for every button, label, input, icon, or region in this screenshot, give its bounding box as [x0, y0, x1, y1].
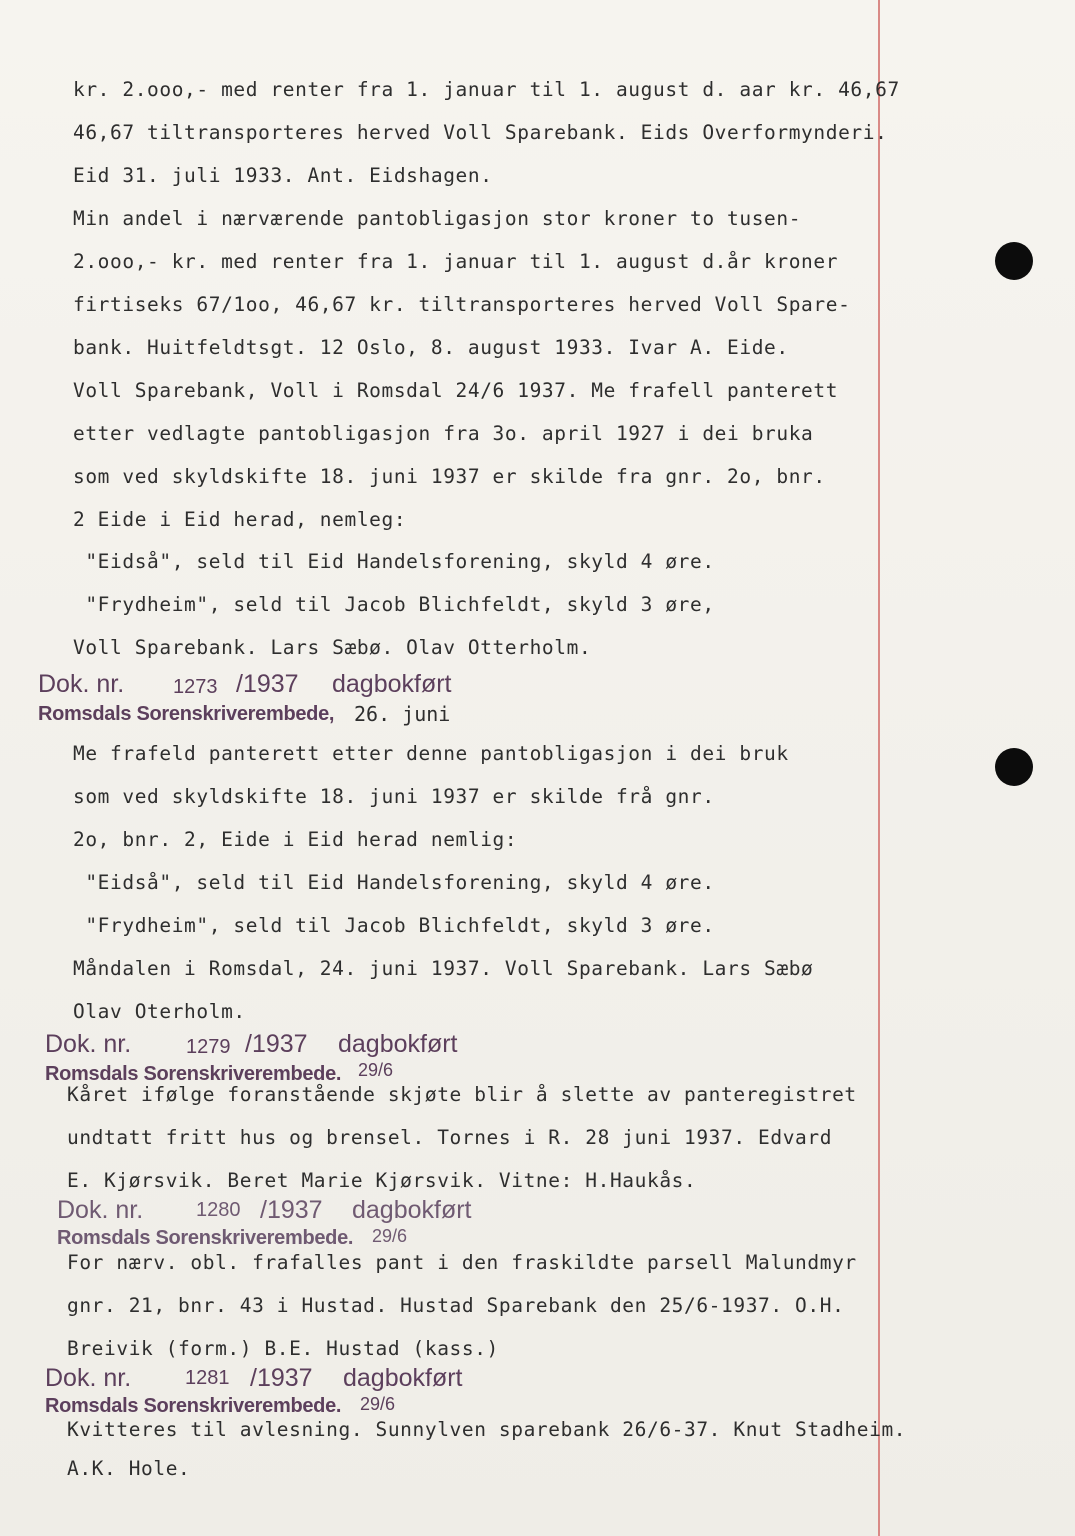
text-line: "Frydheim", seld til Jacob Blichfeldt, skyld 3 øre, [73, 593, 715, 616]
stamp-year: /1937 [260, 1196, 323, 1224]
text-line: bank. Huitfeldtsgt. 12 Oslo, 8. august 1933. Ivar A. Eide. [73, 336, 789, 359]
stamp-dok-label: Dok. nr. [57, 1196, 144, 1224]
stamp-date: 29/6 [372, 1226, 408, 1246]
text-line: etter vedlagte pantobligasjon fra 3o. april 1927 i dei bruka [73, 422, 814, 445]
text-line: gnr. 21, bnr. 43 i Hustad. Hustad Sparebank den 25/6-1937. O.H. [67, 1294, 845, 1317]
stamp-date: 29/6 [360, 1394, 396, 1414]
stamp-date: 26. juni [354, 702, 451, 726]
text-line: Me frafeld panterett etter denne pantobligasjon i dei bruk [73, 742, 789, 765]
text-line: For nærv. obl. frafalles pant i den fraskildte parsell Malundmyr [67, 1251, 857, 1274]
stamp-number: 1273 [173, 676, 218, 698]
text-line: kr. 2.ooo,- med renter fra 1. januar til 1. august d. aar kr. 46,67 [73, 78, 900, 101]
text-line: firtiseks 67/1oo, 46,67 kr. tiltransporteres herved Voll Spare- [73, 293, 851, 316]
text-line: som ved skyldskifte 18. juni 1937 er skilde fra gnr. 2o, bnr. [73, 465, 826, 488]
text-line: 2.ooo,- kr. med renter fra 1. januar til 1. august d.år kroner [73, 250, 839, 273]
text-line: Voll Sparebank, Voll i Romsdal 24/6 1937. Me frafell panterett [73, 379, 839, 402]
stamp-office: Romsdals Sorenskriverembede, [38, 703, 335, 725]
stamp-dok-label: Dok. nr. [45, 1030, 132, 1058]
stamp-dagbokfort: dagbokført [352, 1196, 472, 1224]
text-line: 2o, bnr. 2, Eide i Eid herad nemlig: [73, 828, 518, 851]
margin-line [878, 0, 880, 1536]
stamp-year: /1937 [250, 1364, 313, 1392]
text-line: Voll Sparebank. Lars Sæbø. Olav Otterholm. [73, 636, 592, 659]
text-line: Kåret ifølge foranstående skjøte blir å slette av panteregistret [67, 1083, 857, 1106]
stamp-dagbokfort: dagbokført [332, 670, 452, 698]
text-line: E. Kjørsvik. Beret Marie Kjørsvik. Vitne: H.Haukås. [67, 1169, 697, 1192]
stamp-year: /1937 [245, 1030, 308, 1058]
stamp-office: Romsdals Sorenskriverembede. [45, 1395, 342, 1417]
binder-hole-bottom [995, 748, 1033, 786]
stamp-year: /1937 [236, 670, 299, 698]
binder-hole-top [995, 242, 1033, 280]
text-line: Min andel i nærværende pantobligasjon stor kroner to tusen- [73, 207, 802, 230]
stamp-number: 1280 [196, 1199, 241, 1221]
text-line: Breivik (form.) B.E. Hustad (kass.) [67, 1337, 499, 1360]
text-line: "Eidså", seld til Eid Handelsforening, skyld 4 øre. [73, 871, 715, 894]
text-line: Måndalen i Romsdal, 24. juni 1937. Voll Sparebank. Lars Sæbø [73, 957, 814, 980]
stamp-office: Romsdals Sorenskriverembede. [45, 1063, 342, 1085]
text-line: "Eidså", seld til Eid Handelsforening, skyld 4 øre. [73, 550, 715, 573]
text-line: Kvitteres til avlesning. Sunnylven sparebank 26/6-37. Knut Stadheim. [67, 1418, 907, 1441]
stamp-date: 29/6 [358, 1060, 394, 1080]
stamp-dagbokfort: dagbokført [338, 1030, 458, 1058]
text-line: som ved skyldskifte 18. juni 1937 er skilde frå gnr. [73, 785, 715, 808]
text-line: undtatt fritt hus og brensel. Tornes i R. 28 juni 1937. Edvard [67, 1126, 833, 1149]
stamp-dok-label: Dok. nr. [38, 670, 125, 698]
stamp-number: 1281 [185, 1367, 230, 1389]
text-line: A.K. Hole. [67, 1457, 191, 1480]
text-line: Eid 31. juli 1933. Ant. Eidshagen. [73, 164, 493, 187]
stamp-dok-label: Dok. nr. [45, 1364, 132, 1392]
text-line: Olav Oterholm. [73, 1000, 246, 1023]
stamp-number: 1279 [186, 1036, 231, 1058]
stamp-dagbokfort: dagbokført [343, 1364, 463, 1392]
stamp-office: Romsdals Sorenskriverembede. [57, 1227, 354, 1249]
text-line: 2 Eide i Eid herad, nemleg: [73, 508, 407, 531]
text-line: "Frydheim", seld til Jacob Blichfeldt, skyld 3 øre. [73, 914, 715, 937]
text-line: 46,67 tiltransporteres herved Voll Sparebank. Eids Overformynderi. [73, 121, 888, 144]
